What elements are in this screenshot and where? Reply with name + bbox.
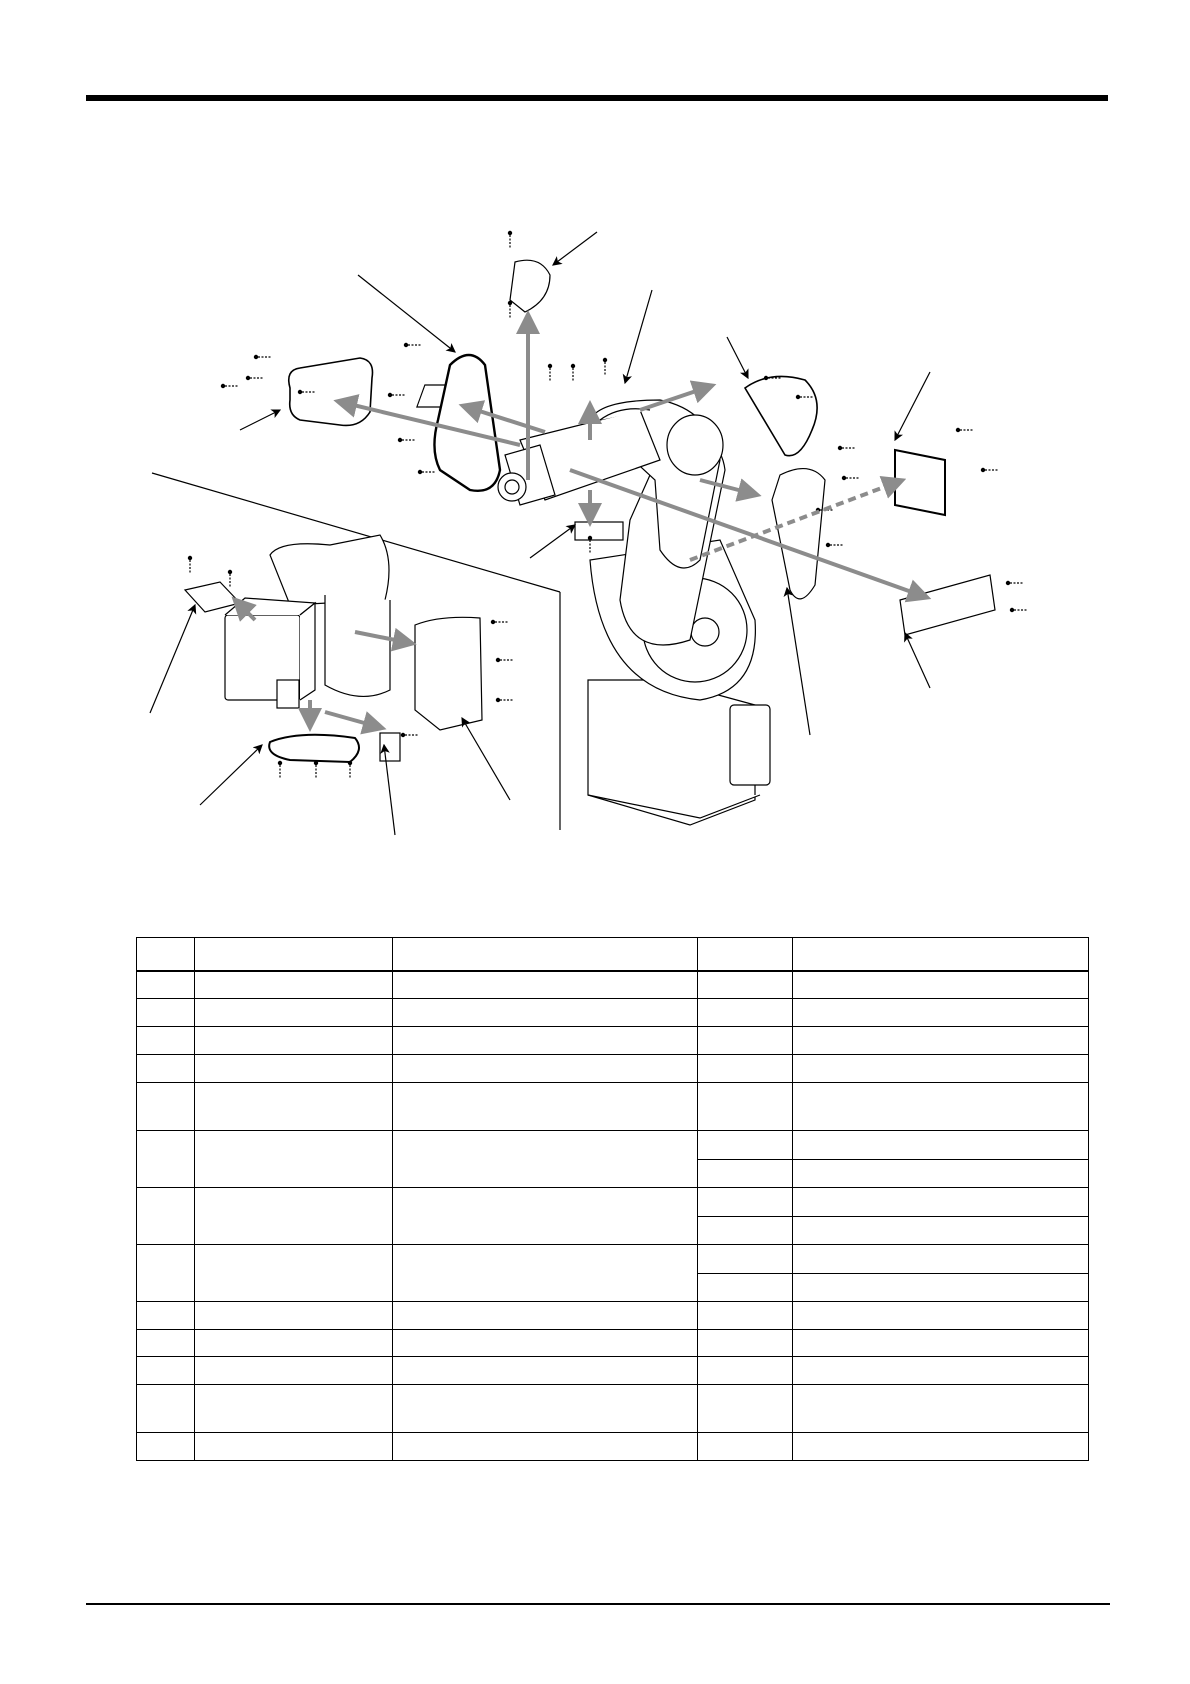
parts-table	[136, 937, 1089, 1461]
table-row	[137, 1083, 1089, 1131]
table-row	[137, 999, 1089, 1027]
table-cell	[137, 1055, 195, 1083]
table-cell	[195, 1187, 393, 1244]
table-cell	[698, 1159, 793, 1187]
table-cell	[195, 1027, 393, 1055]
table-cell	[195, 1130, 393, 1187]
table-cell	[195, 1301, 393, 1329]
table-cell	[793, 1130, 1089, 1159]
table-cell	[393, 999, 698, 1027]
table-cell	[195, 999, 393, 1027]
table-header-cell	[793, 938, 1089, 972]
table-cell	[137, 1083, 195, 1131]
table-row	[137, 1301, 1089, 1329]
table-cell	[793, 1432, 1089, 1460]
table-cell	[137, 1385, 195, 1433]
table-cell	[698, 1083, 793, 1131]
table-cell	[698, 1273, 793, 1301]
table-cell	[195, 1244, 393, 1301]
table-cell	[137, 1027, 195, 1055]
table-cell	[195, 1083, 393, 1131]
table-cell	[137, 1432, 195, 1460]
table-cell	[698, 1027, 793, 1055]
table-cell	[698, 1357, 793, 1385]
table-cell	[195, 1357, 393, 1385]
table-cell	[698, 999, 793, 1027]
table-header-cell	[195, 938, 393, 972]
table-cell	[698, 1329, 793, 1357]
table-cell	[137, 1301, 195, 1329]
table-cell	[393, 1027, 698, 1055]
table-cell	[137, 999, 195, 1027]
table-row	[137, 1244, 1089, 1273]
table-cell	[793, 1301, 1089, 1329]
table-cell	[698, 971, 793, 999]
table-cell	[393, 1244, 698, 1301]
table-cell	[793, 1273, 1089, 1301]
table-cell	[393, 1329, 698, 1357]
table-cell	[793, 1329, 1089, 1357]
table-row	[137, 1385, 1089, 1433]
table-cell	[393, 1301, 698, 1329]
table-cell	[793, 1027, 1089, 1055]
table-cell	[393, 971, 698, 999]
table-cell	[195, 971, 393, 999]
table-cell	[793, 1385, 1089, 1433]
table-row	[137, 971, 1089, 999]
table-cell	[793, 1055, 1089, 1083]
table-cell	[698, 1301, 793, 1329]
table-cell	[698, 1216, 793, 1244]
table-cell	[793, 1083, 1089, 1131]
table-cell	[137, 1187, 195, 1244]
table-row	[137, 1329, 1089, 1357]
table-cell	[793, 1357, 1089, 1385]
table-row	[137, 1357, 1089, 1385]
table-cell	[698, 1187, 793, 1216]
table-cell	[698, 1055, 793, 1083]
table-cell	[393, 1130, 698, 1187]
table-row	[137, 1055, 1089, 1083]
table-cell	[137, 971, 195, 999]
table-cell	[137, 1329, 195, 1357]
table-row	[137, 1130, 1089, 1159]
table-row	[137, 1432, 1089, 1460]
table-cell	[393, 1357, 698, 1385]
table-cell	[698, 1130, 793, 1159]
table-cell	[393, 1187, 698, 1244]
table-header-cell	[698, 938, 793, 972]
table-cell	[793, 1187, 1089, 1216]
table-cell	[137, 1130, 195, 1187]
robot-base-inset	[225, 535, 390, 708]
table-cell	[393, 1055, 698, 1083]
table-row	[137, 1027, 1089, 1055]
table-cell	[195, 1329, 393, 1357]
table-cell	[793, 1159, 1089, 1187]
table-header-cell	[137, 938, 195, 972]
table-cell	[393, 1432, 698, 1460]
table-cell	[393, 1385, 698, 1433]
table-cell	[698, 1432, 793, 1460]
table-cell	[137, 1244, 195, 1301]
table-cell	[793, 971, 1089, 999]
robot-arm	[498, 400, 770, 825]
table-cell	[698, 1385, 793, 1433]
footer-rule	[86, 1603, 1110, 1605]
table-header-row	[137, 938, 1089, 972]
table-header-cell	[393, 938, 698, 972]
table-cell	[195, 1432, 393, 1460]
table-row	[137, 1187, 1089, 1216]
table-cell	[195, 1055, 393, 1083]
table-cell	[137, 1357, 195, 1385]
table-cell	[393, 1083, 698, 1131]
table-cell	[793, 1216, 1089, 1244]
table-cell	[793, 999, 1089, 1027]
table-cell	[698, 1244, 793, 1273]
table-cell	[793, 1244, 1089, 1273]
table-cell	[195, 1385, 393, 1433]
